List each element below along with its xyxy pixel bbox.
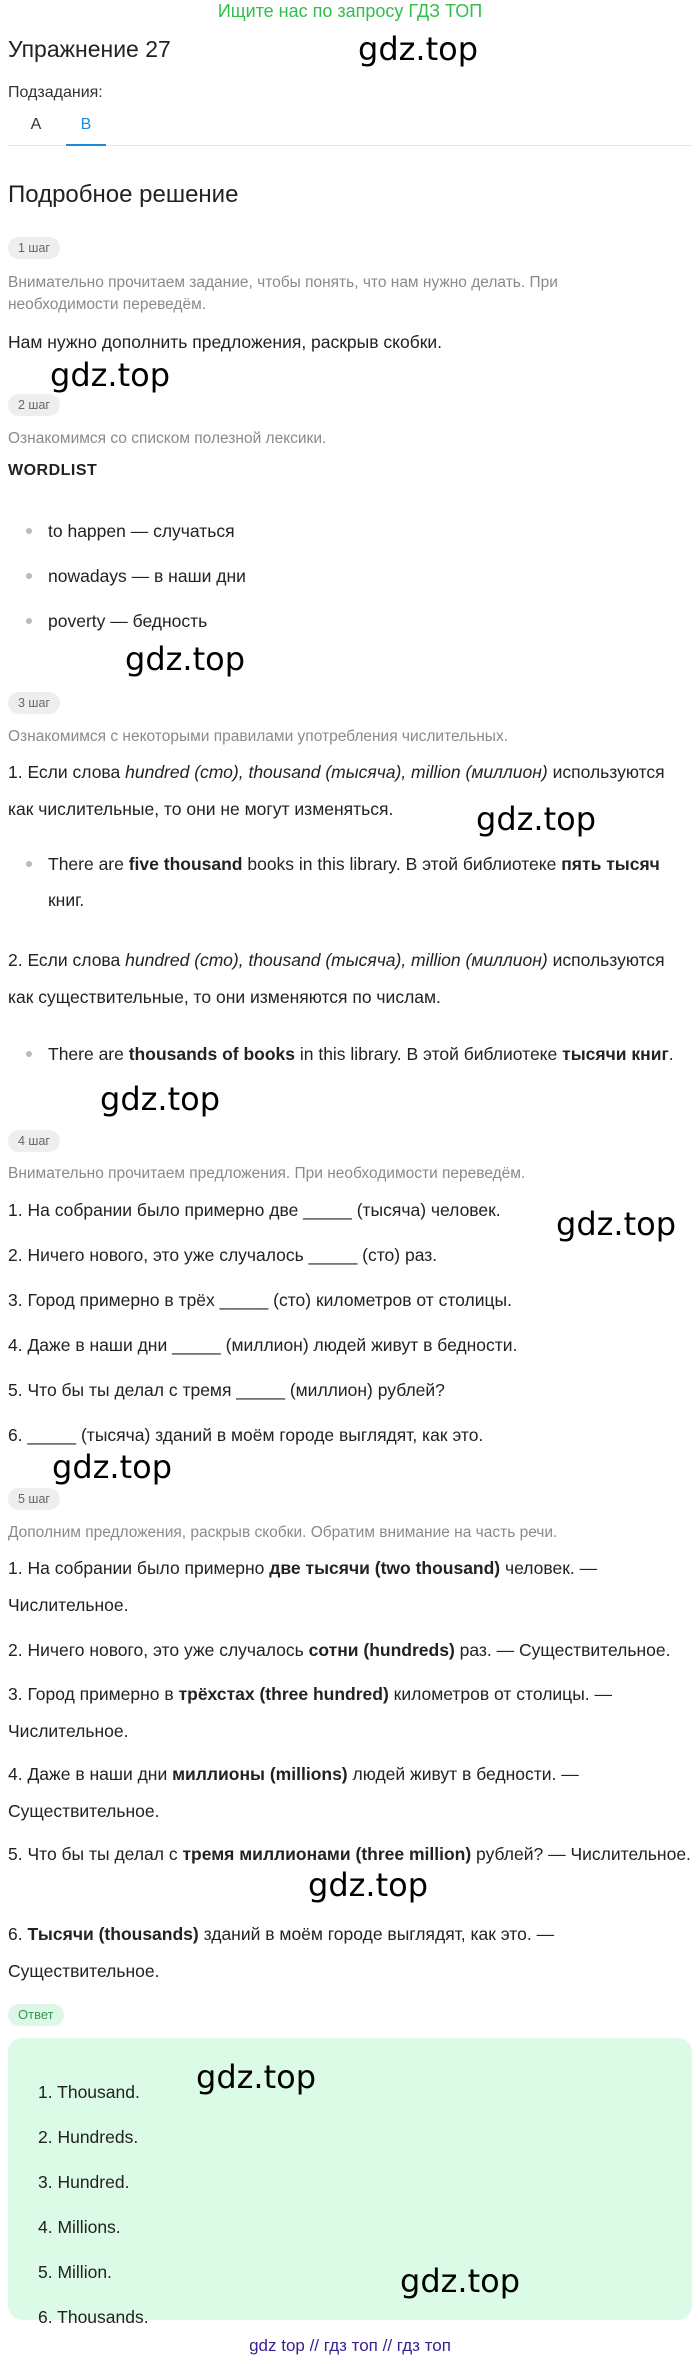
watermark: gdz.top <box>100 1080 221 1118</box>
step-note: Ознакомимся с некоторыми правилами употребления числительных. <box>8 728 508 745</box>
bullet-dot <box>26 528 32 534</box>
search-hint-banner: Ищите нас по запросу ГДЗ ТОП <box>217 1 483 21</box>
watermark: gdz.top <box>125 640 246 678</box>
answer-item: 4. Millions. <box>38 2217 121 2237</box>
page-title: Упражнение 27 <box>8 36 171 62</box>
answer-item: 1. Thousand. <box>38 2082 140 2102</box>
watermark: gdz.top <box>400 2262 521 2300</box>
sentence: 4. Даже в наши дни _____ (миллион) людей живут в бедности. <box>8 1335 518 1355</box>
list-item: nowadays — в наши дни <box>48 566 246 586</box>
watermark: gdz.top <box>308 1866 429 1904</box>
answer-line: 1. На собрании было примерно две тысячи (two thousand) человек. — Числительное. <box>8 1558 598 1615</box>
sentence: 5. Что бы ты делал с тремя _____ (миллион) рублей? <box>8 1380 445 1400</box>
sentence: 3. Город примерно в трёх _____ (сто) километров от столицы. <box>8 1290 512 1310</box>
answer-line: 2. Ничего нового, это уже случалось сотни (hundreds) раз. — Существительное. <box>8 1640 671 1660</box>
sentence: 6. _____ (тысяча) зданий в моём городе выглядят, как это. <box>8 1425 484 1445</box>
answer-line: 3. Город примерно в трёхстах (three hundred) километров от столицы. — Числительное. <box>8 1684 613 1741</box>
step-text: Нам нужно дополнить предложения, раскрыв скобки. <box>8 332 443 352</box>
watermark: gdz.top <box>52 1448 173 1486</box>
step-badge: 4 шаг <box>8 1130 60 1152</box>
step-badge: 2 шаг <box>8 394 60 416</box>
step-note: Внимательно прочитаем предложения. При необходимости переведём. <box>8 1165 526 1182</box>
rule-1: 1. Если слова hundred (сто), thousand (тысяча), million (миллион) используются как числительные, то они не могут изменяться. <box>8 762 665 819</box>
watermark: gdz.top <box>196 2058 317 2096</box>
step-badge: 3 шаг <box>8 692 60 714</box>
answer-item: 3. Hundred. <box>38 2172 130 2192</box>
answer-line: 5. Что бы ты делал с тремя миллионами (three million) рублей? — Числительное. <box>8 1844 691 1864</box>
sentence: 2. Ничего нового, это уже случалось _____ (сто) раз. <box>8 1245 438 1265</box>
watermark: gdz.top <box>556 1205 677 1243</box>
step-badge: 5 шаг <box>8 1488 60 1510</box>
answer-item: 2. Hundreds. <box>38 2127 139 2147</box>
watermark: gdz.top <box>50 356 171 394</box>
answer-item: 6. Thousands. <box>38 2307 149 2327</box>
answer-item: 5. Million. <box>38 2262 112 2282</box>
bullet-dot <box>26 618 32 624</box>
list-item: to happen — случаться <box>48 521 235 541</box>
step-note: Внимательно прочитаем задание, чтобы понять, что нам нужно делать. При необходимости переведём. <box>8 274 558 313</box>
bullet-dot <box>26 573 32 579</box>
step-note: Ознакомимся со списком полезной лексики. <box>8 430 327 447</box>
subtask-tabs <box>8 110 692 146</box>
section-title: Подробное решение <box>8 181 239 208</box>
subtasks-label: Подзадания: <box>8 84 103 101</box>
tab-b[interactable]: B <box>66 116 106 146</box>
step-badge: 1 шаг <box>8 237 60 259</box>
answer-box <box>8 2038 692 2327</box>
bullet-dot <box>26 861 32 867</box>
answer-badge: Ответ <box>8 2004 64 2026</box>
example-2: There are thousands of books in this library. В этой библиотеке тысячи книг. <box>48 1044 674 1064</box>
sentence: 1. На собрании было примерно две _____ (тысяча) человек. <box>8 1200 501 1220</box>
bullet-dot <box>26 1051 32 1057</box>
step-note: Дополним предложения, раскрыв скобки. Обратим внимание на часть речи. <box>8 1524 558 1541</box>
wordlist-title: WORDLIST <box>8 462 98 479</box>
answer-line: 4. Даже в наши дни миллионы (millions) людей живут в бедности. — Существительное. <box>8 1764 579 1821</box>
watermark: gdz.top <box>476 800 597 838</box>
answer-line: 6. Тысячи (thousands) зданий в моём городе выглядят, как это. — Существительное. <box>8 1924 555 1981</box>
list-item: poverty — бедность <box>48 611 208 631</box>
example-1: There are five thousand books in this library. В этой библиотеке пять тысяч книг. <box>48 854 660 910</box>
footer-links[interactable]: gdz top // гдз топ // гдз топ <box>249 2336 451 2355</box>
tab-a[interactable]: A <box>30 116 42 133</box>
watermark: gdz.top <box>358 30 479 68</box>
rule-2: 2. Если слова hundred (сто), thousand (тысяча), million (миллион) используются как существительные, то они изменяются по числам. <box>8 950 665 1007</box>
